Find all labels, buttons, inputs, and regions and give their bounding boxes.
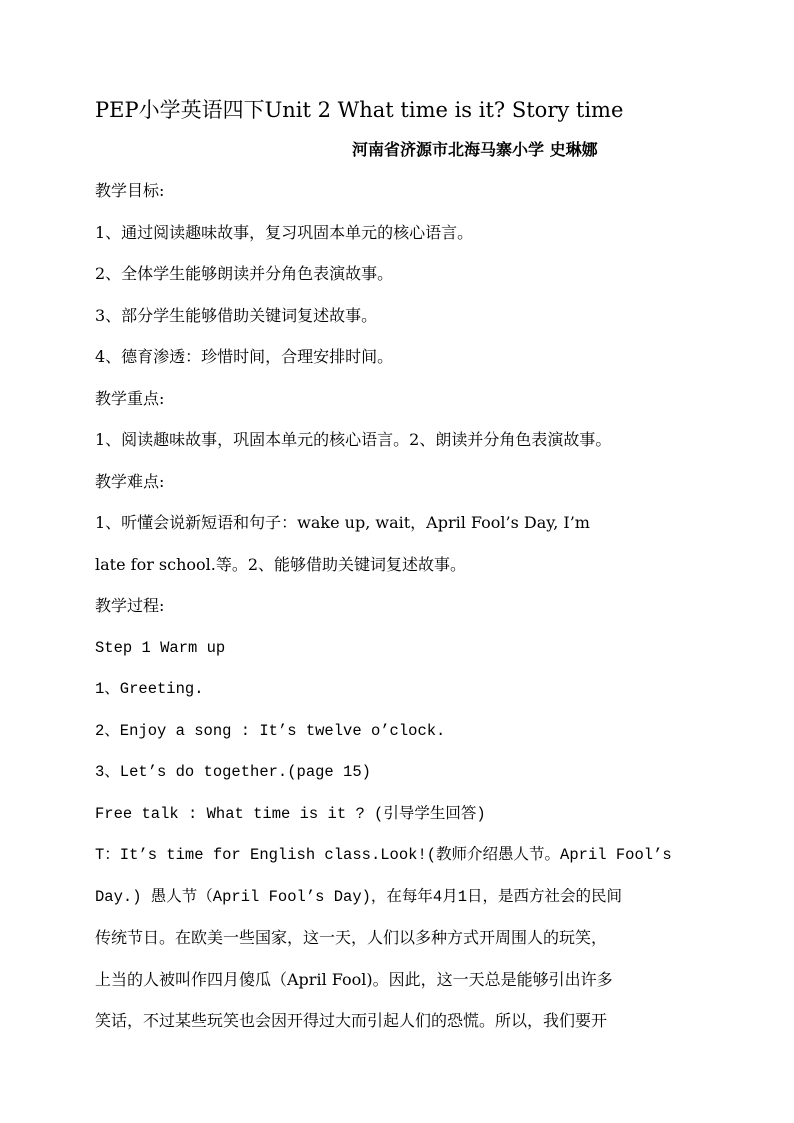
paragraph-line: 4、德育渗透：珍惜时间，合理安排时间。 bbox=[95, 347, 394, 366]
document-title: PEP小学英语四下Unit 2 What time is it? Story time bbox=[95, 98, 624, 122]
document-body bbox=[95, 180, 705, 1052]
paragraph-line: Day.) 愚人节（April Fool’s Day)，在每年4月1日，是西方社会的民间 bbox=[95, 887, 623, 906]
paragraph-line: 传统节日。在欧美一些国家，这一天，人们以多种方式开周围人的玩笑， bbox=[95, 928, 608, 947]
heading-key-points: 教学重点: bbox=[95, 388, 165, 408]
author-line: 河南省济源市北海马寨小学 史琳娜 bbox=[352, 140, 598, 159]
paragraph-line: 1、Greeting. bbox=[95, 680, 204, 698]
paragraph-line: 2、全体学生能够朗读并分角色表演故事。 bbox=[95, 264, 394, 283]
paragraph-line: 1、阅读趣味故事，巩固本单元的核心语言。2、朗读并分角色表演故事。 bbox=[95, 430, 612, 449]
paragraph-line: 1、通过阅读趣味故事，复习巩固本单元的核心语言。 bbox=[95, 222, 474, 242]
heading-procedure: 教学过程: bbox=[95, 596, 165, 615]
paragraph-line: late for school.等。2、能够借助关键词复述故事。 bbox=[95, 554, 467, 574]
paragraph-line: 1、听懂会说新短语和句子：wake up, wait，April Fool’s Day, I’m bbox=[95, 513, 590, 532]
heading-difficulties: 教学难点: bbox=[95, 471, 165, 491]
paragraph-line: 上当的人被叫作四月傻瓜（April Fool)。因此，这一天总是能够引出许多 bbox=[95, 969, 613, 989]
step-heading: Step 1 Warm up bbox=[95, 638, 226, 657]
paragraph-line: 3、部分学生能够借助关键词复述故事。 bbox=[95, 305, 378, 325]
paragraph-line: T：It’s time for English class.Look!(教师介绍愚人节。April Fool’s bbox=[95, 846, 672, 864]
paragraph-line: Free talk : What time is it ? (引导学生回答) bbox=[95, 804, 486, 823]
heading-objectives: 教学目标: bbox=[95, 181, 165, 200]
paragraph-line: 笑话，不过某些玩笑也会因开得过大而引起人们的恐慌。所以，我们要开 bbox=[95, 1011, 608, 1030]
paragraph-line: 2、Enjoy a song : It’s twelve o’clock. bbox=[95, 721, 446, 740]
paragraph-line: 3、Let’s do together.(page 15) bbox=[95, 763, 371, 781]
